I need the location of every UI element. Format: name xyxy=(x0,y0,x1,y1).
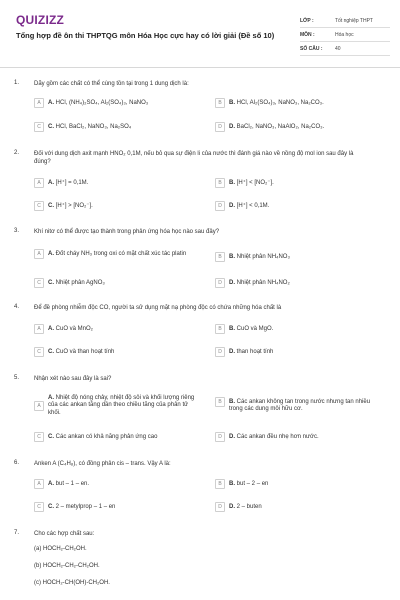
option-text: A. CuO và MnO₂ xyxy=(48,325,94,332)
option-a[interactable] xyxy=(34,324,204,334)
question-number: 4. xyxy=(14,304,20,310)
option-letter-box: C xyxy=(34,278,44,288)
option-letter-box: D xyxy=(215,347,225,357)
document-title: Tổng hợp đề ôn thi THPTQG môn Hóa Học cực hay có lời giải (Đề số 10) xyxy=(16,31,275,40)
option-a[interactable] xyxy=(34,479,204,489)
option-text: A. [H⁺] = 0,1M. xyxy=(48,179,89,186)
option-text: B. but – 2 – en xyxy=(229,480,269,487)
question-text: Nhận xét nào sau đây là sai? xyxy=(34,376,112,382)
option-letter-box: A xyxy=(34,479,44,489)
option-text: C. HCl, BaCl₂, NaNO₃, Na₂SO₄ xyxy=(48,123,132,130)
option-a[interactable] xyxy=(34,249,204,259)
option-c[interactable] xyxy=(34,502,204,512)
question-text: Anken A (C₄H₈), có đồng phân cis – trans. Vậy A là: xyxy=(34,461,171,467)
option-a[interactable] xyxy=(34,178,204,188)
option-text: D. Nhiệt phân NH₄NO₂ xyxy=(229,279,290,286)
option-text: D. 2 – buten xyxy=(229,503,262,510)
question-text: Dãy gồm các chất có thể cùng tồn tại trong 1 dung dịch là: xyxy=(34,81,189,87)
option-letter-box: D xyxy=(215,201,225,211)
question-number: 1. xyxy=(14,80,20,86)
option-text: B. [H⁺] < [NO₂⁻]. xyxy=(229,179,274,186)
option-letter-box: B xyxy=(215,324,225,334)
option-text: B. HCl, Al₂(SO₄)₃, NaNO₃, Na₂CO₃. xyxy=(229,99,324,106)
meta-label: MÔN : xyxy=(300,31,315,38)
option-text: A. but – 1 – en. xyxy=(48,480,90,487)
question-number: 5. xyxy=(14,375,20,381)
option-letter-box: B xyxy=(215,252,225,262)
option-letter-box: C xyxy=(34,432,44,442)
option-text: C. 2 – metylprop – 1 – en xyxy=(48,503,116,510)
option-letter-box: D xyxy=(215,122,225,132)
compound-line: (a) HOCH₂-CH₂OH. xyxy=(34,546,87,552)
meta-value: Tốt nghiệp THPT xyxy=(335,17,373,24)
option-letter-box: C xyxy=(34,122,44,132)
question-number: 3. xyxy=(14,228,20,234)
option-d[interactable] xyxy=(215,278,385,288)
option-text: C. CuO và than hoạt tính xyxy=(48,348,115,355)
option-text: B. Nhiệt phân NH₄NO₃ xyxy=(229,253,290,260)
option-letter-box: A xyxy=(34,249,44,259)
option-a[interactable] xyxy=(34,98,204,108)
option-letter-box: D xyxy=(215,502,225,512)
option-c[interactable] xyxy=(34,347,204,357)
option-letter-box: D xyxy=(215,432,225,442)
option-text: D. than hoạt tính xyxy=(229,348,274,355)
option-b[interactable] xyxy=(215,178,385,188)
option-c[interactable] xyxy=(34,201,204,211)
question-text: Đối với dung dịch axit mạnh HNO₂ 0,1M, nếu bỏ qua sự điện li của nước thì đánh giá nào về nồng độ mol ion sau đây là đúng? xyxy=(34,151,354,165)
option-text: A. Đốt cháy NH₃ trong oxi có mặt chất xúc tác platin xyxy=(48,250,187,257)
meta-row-subject xyxy=(300,28,390,42)
option-d[interactable] xyxy=(215,122,385,132)
option-text: A. Nhiệt độ nóng chảy, nhiệt độ sôi và khối lượng riêng của các ankan tăng dần theo chiều tăng của phân tử khối. xyxy=(48,394,195,416)
quizizz-logo: QUIZIZZ xyxy=(16,13,65,27)
option-b[interactable] xyxy=(215,252,385,262)
question-number: 2. xyxy=(14,150,20,156)
meta-value: Hóa học xyxy=(335,31,354,38)
option-b[interactable] xyxy=(215,98,385,108)
option-d[interactable] xyxy=(215,347,385,357)
meta-label: LỚP : xyxy=(300,17,314,24)
option-text: B. Các ankan không tan trong nước nhưng tan nhiều trong các dung môi hữu cơ. xyxy=(229,398,371,412)
option-letter-box: B xyxy=(215,479,225,489)
option-text: A. HCl, (NH₄)₂SO₄, Al₂(SO₄)₃, NaNO₃ xyxy=(48,99,149,106)
meta-row-count xyxy=(300,42,390,56)
option-d[interactable] xyxy=(215,201,385,211)
option-letter-box: A xyxy=(34,178,44,188)
question-number: 7. xyxy=(14,530,20,536)
option-d[interactable] xyxy=(215,502,385,512)
question-text: Cho các hợp chất sau: xyxy=(34,531,95,537)
option-text: C. Nhiệt phân AgNO₃ xyxy=(48,279,105,286)
meta-label: SỐ CÂU : xyxy=(300,45,323,52)
option-c[interactable] xyxy=(34,432,204,442)
header-divider xyxy=(0,67,400,68)
question-text: Khí nitơ có thể được tạo thành trong phản ứng hóa học nào sau đây? xyxy=(34,229,220,235)
option-b[interactable] xyxy=(215,397,387,414)
option-text: D. Các ankan đều nhẹ hơn nước. xyxy=(229,433,319,440)
option-c[interactable] xyxy=(34,122,204,132)
option-letter-box: C xyxy=(34,201,44,211)
option-letter-box: D xyxy=(215,278,225,288)
option-text: B. CuO và MgO. xyxy=(229,325,274,332)
option-text: D. [H⁺] < 0,1M. xyxy=(229,202,270,209)
option-text: C. Các ankan có khả năng phản ứng cao xyxy=(48,433,158,440)
option-letter-box: B xyxy=(215,98,225,108)
question-number: 6. xyxy=(14,460,20,466)
option-letter-box: A xyxy=(34,98,44,108)
question-text: Để đề phòng nhiễm độc CO, người ta sử dụng mặt nạ phòng độc có chứa những hóa chất là xyxy=(34,305,282,311)
meta-row-class xyxy=(300,14,390,28)
option-b[interactable] xyxy=(215,324,385,334)
option-letter-box: B xyxy=(215,178,225,188)
option-b[interactable] xyxy=(215,479,385,489)
option-c[interactable] xyxy=(34,278,204,288)
option-text: C. [H⁺] > [NO₂⁻]. xyxy=(48,202,93,209)
option-text: D. BaCl₂, NaNO₃, NaAlO₂, Na₂CO₃. xyxy=(229,123,325,130)
document-header xyxy=(0,0,400,66)
option-letter-box: C xyxy=(34,502,44,512)
option-letter-box: C xyxy=(34,347,44,357)
option-letter-box: B xyxy=(215,397,225,407)
option-letter-box: A xyxy=(34,324,44,334)
compound-line: (c) HOCH₂-CH(OH)-CH₂OH. xyxy=(34,580,110,586)
option-d[interactable] xyxy=(215,432,385,442)
meta-value: 40 xyxy=(335,45,341,52)
option-letter-box: A xyxy=(34,401,44,411)
meta-panel xyxy=(300,14,390,56)
option-a[interactable] xyxy=(34,393,206,417)
compound-line: (b) HOCH₂-CH₂-CH₂OH. xyxy=(34,563,100,569)
